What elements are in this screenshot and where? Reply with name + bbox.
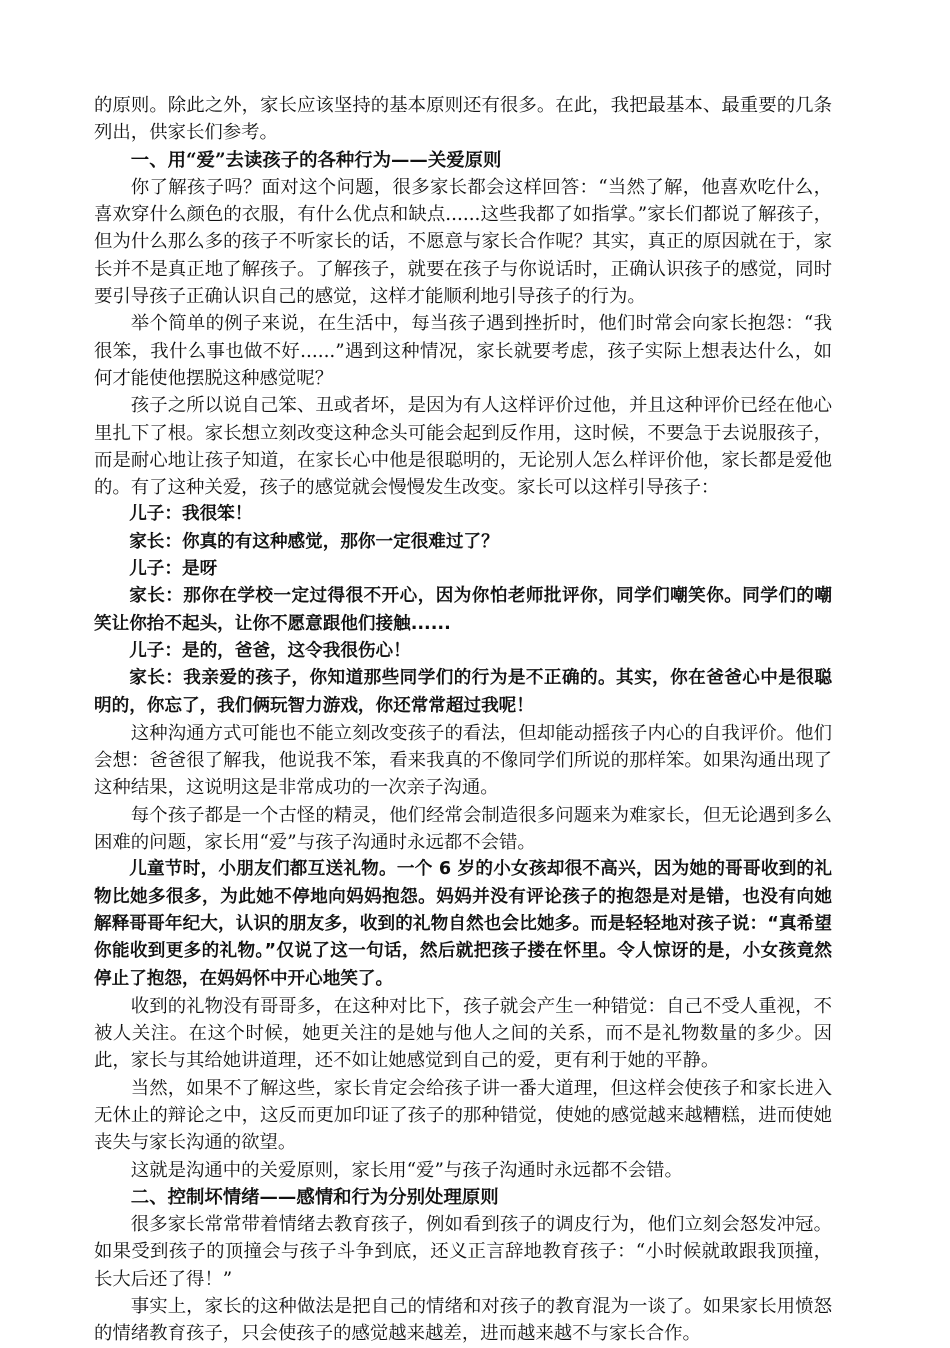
body-paragraph: 很多家长常常带着情绪去教育孩子，例如看到孩子的调皮行为，他们立刻会怒发冲冠。如果受到孩子的顶撞会与孩子斗争到底，还义正言辞地教育孩子：“小时候就敢跟我顶撞，长大后还了得！” [94, 1214, 832, 1290]
section-heading-1: 一、用“爱”去读孩子的各种行为——关爱原则 [130, 149, 502, 171]
body-paragraph: 这就是沟通中的关爱原则，家长用“爱”与孩子沟通时永远都不会错。 [130, 1159, 683, 1181]
dialogue-line: 家长：我亲爱的孩子，你知道那些同学们的行为是不正确的。其实，你在爸爸心中是很聪明的，你忘了，我们俩玩智力游戏，你还常常超过我呢！ [94, 668, 832, 716]
intro-paragraph: 的原则。除此之外，家长应该坚持的基本原则还有很多。在此，我把最基本、最重要的几条列出，供家长们参考。 [94, 95, 832, 144]
body-paragraph: 事实上，家长的这种做法是把自己的情绪和对孩子的教育混为一谈了。如果家长用愤怒的情绪教育孩子，只会使孩子的感觉越来越差，进而越来越不与家长合作。 [94, 1296, 832, 1345]
dialogue-line: 儿子：是呀 [129, 559, 218, 580]
dialogue-line: 儿子：我很笨！ [129, 504, 253, 525]
body-paragraph: 孩子之所以说自己笨、丑或者坏，是因为有人这样评价过他，并且这种评价已经在他心里扎下了根。家长想立刻改变这种念头可能会起到反作用，这时候，不要急于去说服孩子，而是耐心地让孩子知道，在家长心中他是很聪明的，无论别人怎么样评价他，家长都是爱他的。有了这种关爱，孩子的感觉就会慢慢发生改变。家长可以这样引导孩子： [94, 395, 832, 499]
body-paragraph: 这种沟通方式可能也不能立刻改变孩子的看法，但却能动摇孩子内心的自我评价。他们会想：爸爸很了解我，他说我不笨，看来我真的不像同学们所说的那样笨。如果沟通出现了这种结果，这说明这是非常成功的一次亲子沟通。 [94, 722, 832, 799]
dialogue-line: 家长：你真的有这种感觉，那你一定很难过了？ [129, 531, 499, 552]
body-paragraph: 举个简单的例子来说，在生活中，每当孩子遇到挫折时，他们时常会向家长抱怨：“我很笨，我什么事也做不好......”遇到这种情况，家长就要考虑，孩子实际上想表达什么，如何才能使他摆脱这种感觉呢？ [94, 313, 832, 389]
dialogue-line: 家长：那你在学校一定过得很不开心，因为你怕老师批评你，同学们嘲笑你。同学们的嘲笑让你抬不起头，让你不愿意跟他们接触...... [94, 586, 832, 634]
body-paragraph: 你了解孩子吗？面对这个问题，很多家长都会这样回答：“当然了解，他喜欢吃什么，喜欢穿什么颜色的衣服，有什么优点和缺点......这些我都了如指掌。”家长们都说了解孩子，但为什么那么多的孩子不听家长的话，不愿意与家长合作呢？其实，真正的原因就在于，家长并不是真正地了解孩子。了解孩子，就要在孩子与你说话时，正确认识孩子的感觉，同时要引导孩子正确认识自己的感觉，这样才能顺利地引导孩子的行为。 [94, 176, 832, 308]
dialogue-line: 儿子：是的，爸爸，这令我很伤心！ [129, 640, 411, 661]
section-heading-2: 二、控制坏情绪——感情和行为分别处理原则 [130, 1186, 499, 1208]
body-paragraph: 每个孩子都是一个古怪的精灵，他们经常会制造很多问题来为难家长，但无论遇到多么困难的问题，家长用“爱”与孩子沟通时永远都不会错。 [94, 804, 832, 854]
body-paragraph: 当然，如果不了解这些，家长肯定会给孩子讲一番大道理，但这样会使孩子和家长进入无休止的辩论之中，这反而更加印证了孩子的那种错觉，使她的感觉越来越糟糕，进而使她丧失与家长沟通的欲望。 [94, 1077, 832, 1154]
body-paragraph: 收到的礼物没有哥哥多，在这种对比下，孩子就会产生一种错觉：自己不受人重视，不被人关注。在这个时候，她更关注的是她与他人之间的关系，而不是礼物数量的多少。因此，家长与其给她讲道理，还不如让她感觉到自己的爱，更有利于她的平静。 [94, 995, 832, 1072]
story-paragraph: 儿童节时，小朋友们都互送礼物。一个 6 岁的小女孩却很不高兴，因为她的哥哥收到的礼物比她多很多，为此她不停地向妈妈抱怨。妈妈并没有评论孩子的抱怨是对是错，也没有向她解释哥哥年纪大，认识的朋友多，收到的礼物自然也会比她多。而是轻轻地对孩子说：“真希望你能收到更多的礼物。”仅说了这一句话，然后就把孩子搂在怀里。令人惊讶的是，小女孩竟然停止了抱怨，在妈妈怀中开心地笑了。 [94, 859, 832, 989]
